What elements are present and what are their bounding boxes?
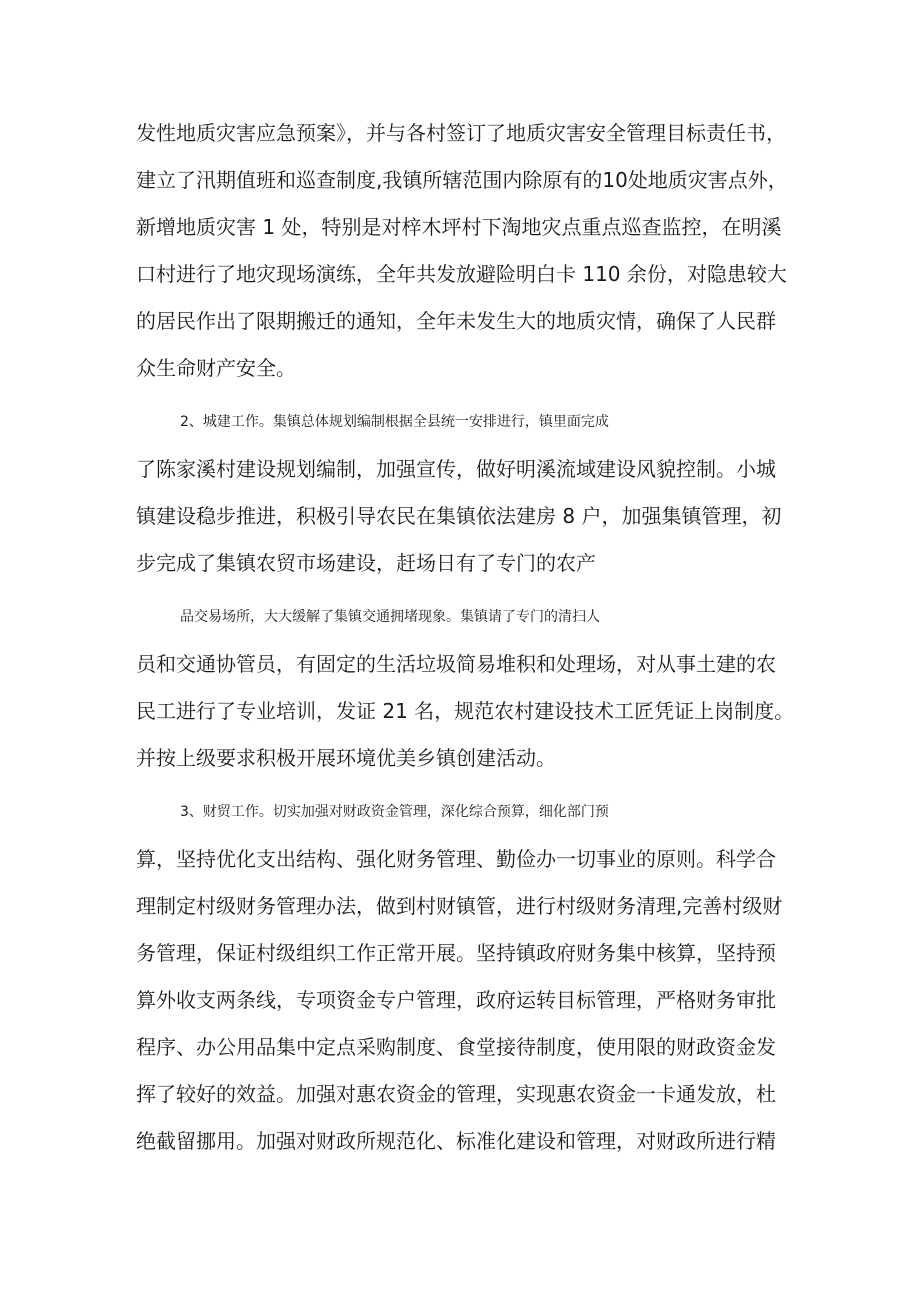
- text-line: 算，坚持优化支出结构、强化财务管理、勤俭办一切事业的原则。科学合: [136, 847, 776, 871]
- paragraph-gap: [136, 587, 816, 594]
- text-line: 算外收支两条线，专项资金专户管理，政府运转目标管理，严格财务审批: [136, 988, 776, 1012]
- paragraph: [136, 110, 816, 392]
- text-line: 2、城建工作。集镇总体规划编制根据全县统一安排进行，镇里面完成: [180, 414, 609, 430]
- text-line: 众生命财产安全。: [136, 356, 296, 380]
- text-line: 发性地质灾害应急预案》，并与各村签订了地质灾害安全管理目标责任书，: [136, 121, 786, 145]
- text-line: 新增地质灾害 1 处，特别是对梓木坪村下淘地灾点重点巡查监控，在明溪: [136, 215, 782, 239]
- text-line: 步完成了集镇农贸市场建设，赶场日有了专门的农产: [136, 551, 596, 575]
- text-line: 务管理，保证村级组织工作正常开展。坚持镇政府财务集中核算，坚持预: [136, 941, 776, 965]
- paragraph: [136, 399, 816, 587]
- text-line: 建立了汛期值班和巡查制度,我镇所辖范围内除原有的10处地质灾害点外，: [136, 168, 788, 192]
- text-line: 并按上级要求积极开展环境优美乡镇创建活动。: [136, 746, 556, 770]
- text-line: 挥了较好的效益。加强对惠农资金的管理，实现惠农资金一卡通发放，杜: [136, 1082, 776, 1106]
- text-line: 理制定村级财务管理办法，做到村财镇管，进行村级财务清理,完善村级财: [136, 894, 783, 918]
- text-line: 了陈家溪村建设规划编制，加强宣传，做好明溪流域建设风貌控制。小城: [136, 457, 776, 481]
- text-line: 民工进行了专业培训，发证 21 名，规范农村建设技术工匠凭证上岗制度。: [136, 699, 795, 723]
- text-line: 口村进行了地灾现场演练，全年共发放避险明白卡 110 余份，对隐患较大: [136, 262, 787, 286]
- paragraph: [136, 594, 816, 782]
- paragraph: [136, 789, 816, 1165]
- text-line: 绝截留挪用。加强对财政所规范化、标准化建设和管理，对财政所进行精: [136, 1129, 776, 1153]
- text-line: 3、财贸工作。切实加强对财政资金管理，深化综合预算，细化部门预: [180, 804, 609, 820]
- text-line: 的居民作出了限期搬迁的通知，全年未发生大的地质灾情，确保了人民群: [136, 309, 776, 333]
- paragraph-gap: [136, 782, 816, 789]
- document-body: [136, 110, 816, 1165]
- text-line: 程序、办公用品集中定点采购制度、食堂接待制度，使用限的财政资金发: [136, 1035, 776, 1059]
- text-line: 镇建设稳步推进，积极引导农民在集镇依法建房 8 户，加强集镇管理，初: [136, 504, 782, 528]
- text-line: 员和交通协管员，有固定的生活垃圾简易堆积和处理场，对从事土建的农: [136, 652, 776, 676]
- paragraph-gap: [136, 392, 816, 399]
- text-line: 品交易场所，大大缓解了集镇交通拥堵现象。集镇请了专门的清扫人: [180, 609, 600, 625]
